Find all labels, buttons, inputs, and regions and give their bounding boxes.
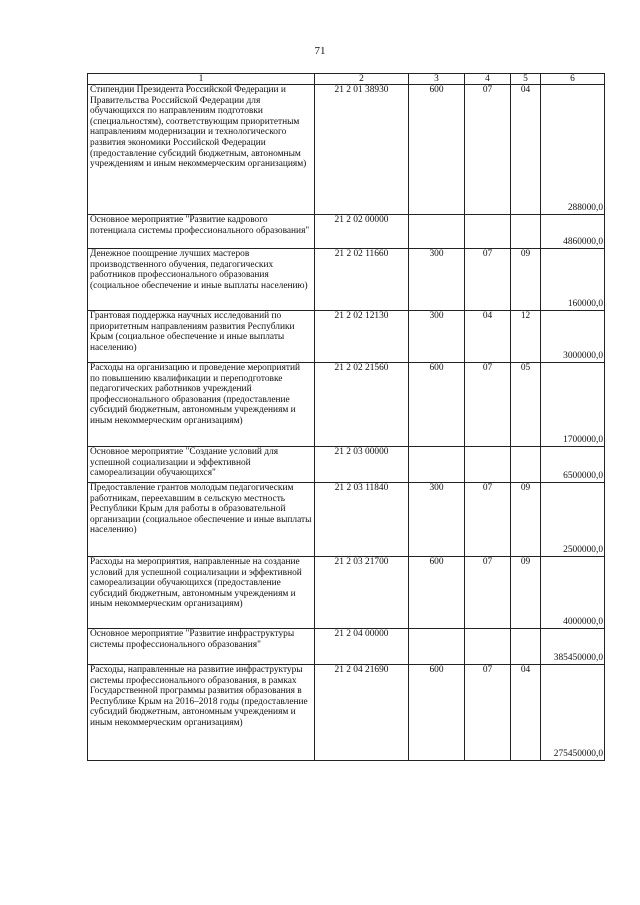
row-section: 07 [465, 483, 511, 557]
row-section: 07 [465, 557, 511, 629]
table-row [88, 447, 605, 483]
header-cell: 3 [409, 74, 465, 85]
table-row [88, 629, 605, 665]
row-expense-type [409, 447, 465, 483]
table-row [88, 85, 605, 215]
table-row [88, 363, 605, 447]
row-section: 07 [465, 665, 511, 761]
row-description: Расходы на организацию и проведение мероприятий по повышению квалификации и переподготовке педагогических работников учреждений профессионального образования (предоставление субсидий бюджетным, автономным учреждениям и иным некоммерческим организациям) [88, 363, 315, 447]
row-amount: 4000000,0 [541, 557, 605, 629]
row-subsection: 05 [511, 363, 541, 447]
header-cell: 6 [541, 74, 605, 85]
row-description: Предоставление грантов молодым педагогическим работникам, переехавшим в сельскую местность Республики Крым для работы в образовательной организации (социальное обеспечение и иные выплаты населению) [88, 483, 315, 557]
row-expense-type: 300 [409, 249, 465, 311]
row-amount: 2500000,0 [541, 483, 605, 557]
row-amount: 6500000,0 [541, 447, 605, 483]
row-description: Расходы на мероприятия, направленные на создание условий для успешной социализации и эффективной самореализации обучающихся (предоставление субсидий бюджетным, автономным учреждениям и иным некоммерческим организациям) [88, 557, 315, 629]
header-cell: 4 [465, 74, 511, 85]
row-description: Стипендии Президента Российской Федерации и Правительства Российской Федерации для обучающихся по направлениям подготовки (специальностям), соответствующим приоритетным направлениям модернизации и технологического развития экономики Российской Федерации (предоставление субсидий бюджетным, автономным учреждениям и иным некоммерческим организациям) [88, 85, 315, 215]
row-expense-type: 600 [409, 363, 465, 447]
row-expense-type: 600 [409, 665, 465, 761]
table-header-row [88, 74, 605, 85]
row-target-code: 21 2 01 38930 [315, 85, 409, 215]
row-subsection [511, 447, 541, 483]
row-section: 07 [465, 85, 511, 215]
row-section: 07 [465, 363, 511, 447]
row-section [465, 215, 511, 249]
header-cell: 1 [88, 74, 315, 85]
row-expense-type: 600 [409, 85, 465, 215]
row-section [465, 447, 511, 483]
row-target-code: 21 2 04 21690 [315, 665, 409, 761]
row-section [465, 629, 511, 665]
row-subsection [511, 629, 541, 665]
table-row [88, 483, 605, 557]
row-amount: 1700000,0 [541, 363, 605, 447]
row-subsection: 09 [511, 249, 541, 311]
header-cell: 5 [511, 74, 541, 85]
row-section: 04 [465, 311, 511, 363]
row-description: Основное мероприятие "Развитие кадрового потенциала системы профессионального образования" [88, 215, 315, 249]
row-expense-type: 300 [409, 311, 465, 363]
row-target-code: 21 2 03 00000 [315, 447, 409, 483]
row-target-code: 21 2 04 00000 [315, 629, 409, 665]
table-row [88, 665, 605, 761]
table-row [88, 249, 605, 311]
row-description: Основное мероприятие "Развитие инфраструктуры системы профессионального образования" [88, 629, 315, 665]
row-amount: 275450000,0 [541, 665, 605, 761]
row-target-code: 21 2 02 21560 [315, 363, 409, 447]
row-amount: 3000000,0 [541, 311, 605, 363]
row-amount: 288000,0 [541, 85, 605, 215]
row-subsection: 12 [511, 311, 541, 363]
row-description: Денежное поощрение лучших мастеров производственного обучения, педагогических работников профессионального образования (социальное обеспечение и иные выплаты населению) [88, 249, 315, 311]
row-subsection: 04 [511, 85, 541, 215]
table-row [88, 557, 605, 629]
budget-table [87, 73, 605, 761]
row-target-code: 21 2 03 11840 [315, 483, 409, 557]
row-description: Основное мероприятие "Создание условий для успешной социализации и эффективной самореализации обучающихся" [88, 447, 315, 483]
row-target-code: 21 2 02 12130 [315, 311, 409, 363]
row-subsection: 09 [511, 557, 541, 629]
row-description: Грантовая поддержка научных исследований по приоритетным направлениям развития Республики Крым (социальное обеспечение и иные выплаты населению) [88, 311, 315, 363]
header-cell: 2 [315, 74, 409, 85]
row-subsection [511, 215, 541, 249]
row-description: Расходы, направленные на развитие инфраструктуры системы профессионального образования, в рамках Государственной программы развития образования в Республике Крым на 2016–2018 годы (предоставление субсидий бюджетным, автономным учреждениям и иным некоммерческим организациям) [88, 665, 315, 761]
row-section: 07 [465, 249, 511, 311]
row-amount: 160000,0 [541, 249, 605, 311]
row-subsection: 04 [511, 665, 541, 761]
row-subsection: 09 [511, 483, 541, 557]
row-expense-type: 600 [409, 557, 465, 629]
row-target-code: 21 2 02 00000 [315, 215, 409, 249]
row-target-code: 21 2 02 11660 [315, 249, 409, 311]
table-row [88, 215, 605, 249]
table-row [88, 311, 605, 363]
row-expense-type [409, 215, 465, 249]
row-amount: 4860000,0 [541, 215, 605, 249]
page-number: 71 [314, 45, 326, 57]
row-target-code: 21 2 03 21700 [315, 557, 409, 629]
row-amount: 385450000,0 [541, 629, 605, 665]
row-expense-type [409, 629, 465, 665]
row-expense-type: 300 [409, 483, 465, 557]
